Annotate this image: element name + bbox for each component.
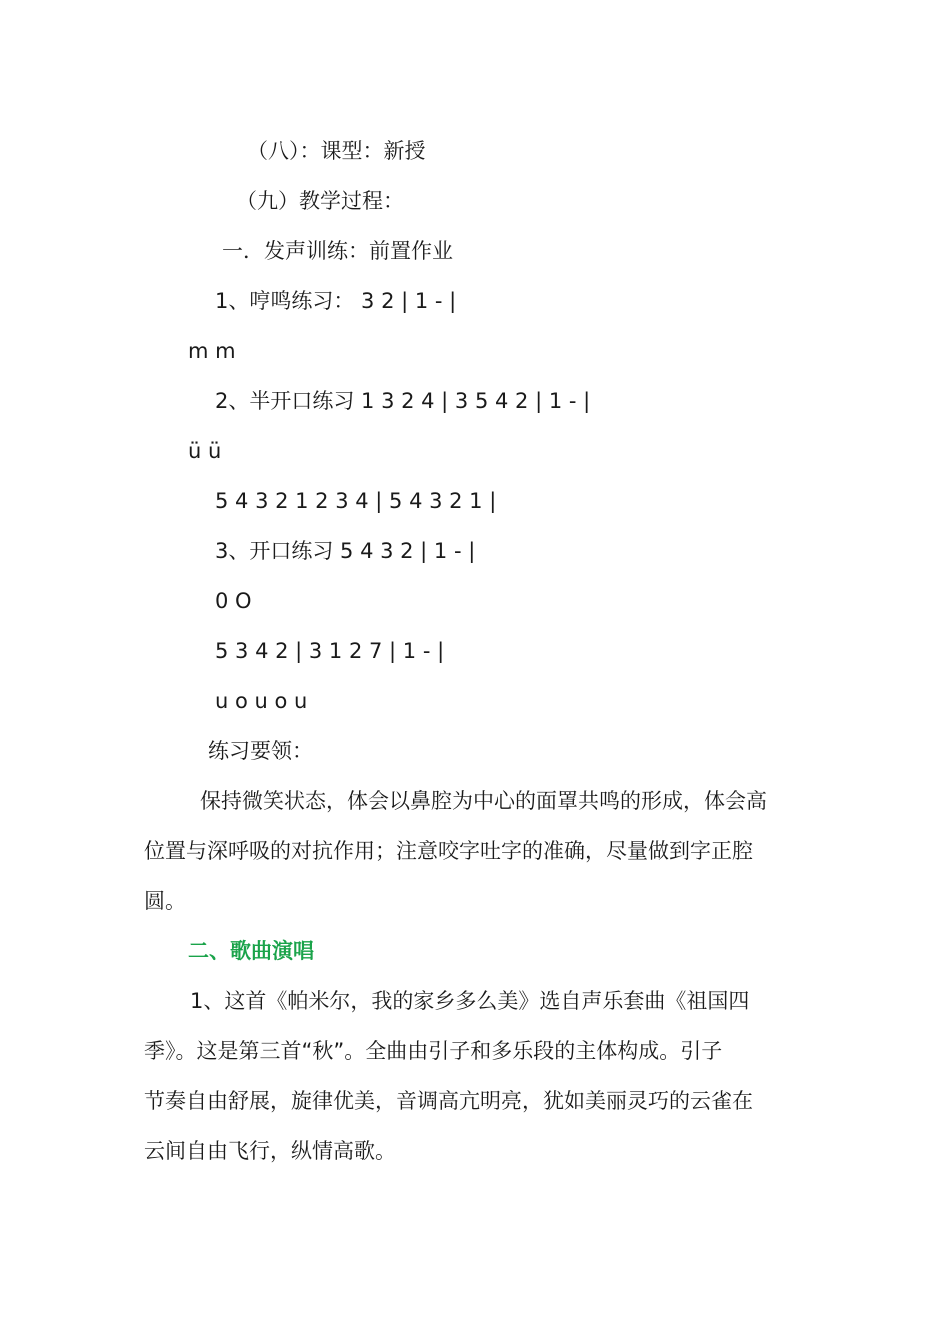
hum-exercise-line: 1、哼鸣练习： 3 2 | 1 - | [215, 289, 457, 313]
practice-tips-text-3: 圆。 [144, 889, 186, 913]
open-syllables: 0 O [215, 589, 252, 613]
practice-tips-text-2: 位置与深呼吸的对抗作用；注意咬字吐字的准确，尽量做到字正腔 [144, 839, 753, 863]
song-intro-text-2: 季》。这是第三首“秋”。全曲由引子和多乐段的主体构成。引子 [144, 1039, 723, 1063]
half-open-exercise-line: 2、半开口练习 1 3 2 4 | 3 5 4 2 | 1 - | [215, 389, 591, 413]
section-one-title: 一．发声训练：前置作业 [222, 239, 453, 263]
half-open-syllables: ü ü [188, 439, 222, 463]
practice-tips-text-1: 保持微笑状态，体会以鼻腔为中心的面罩共鸣的形成，体会高 [200, 789, 767, 813]
half-open-notes-2: 5 4 3 2 1 2 3 4 | 5 4 3 2 1 | [215, 489, 497, 513]
open-exercise-line: 3、开口练习 5 4 3 2 | 1 - | [215, 539, 476, 563]
section-two-heading: 二、歌曲演唱 [188, 939, 314, 963]
hum-syllables: m m [188, 339, 236, 363]
open-syllables-2: u o u o u [215, 689, 308, 713]
lesson-type-line: （八）：课型：新授 [247, 139, 426, 163]
song-intro-text-1: 1、这首《帕米尔，我的家乡多么美》选自声乐套曲《祖国四 [190, 989, 750, 1013]
practice-tips-label: 练习要领： [208, 739, 313, 763]
open-notes-2: 5 3 4 2 | 3 1 2 7 | 1 - | [215, 639, 445, 663]
song-intro-text-4: 云间自由飞行，纵情高歌。 [144, 1139, 396, 1163]
teaching-process-line: （九）教学过程： [236, 189, 404, 213]
song-intro-text-3: 节奏自由舒展，旋律优美，音调高亢明亮，犹如美丽灵巧的云雀在 [144, 1089, 753, 1113]
